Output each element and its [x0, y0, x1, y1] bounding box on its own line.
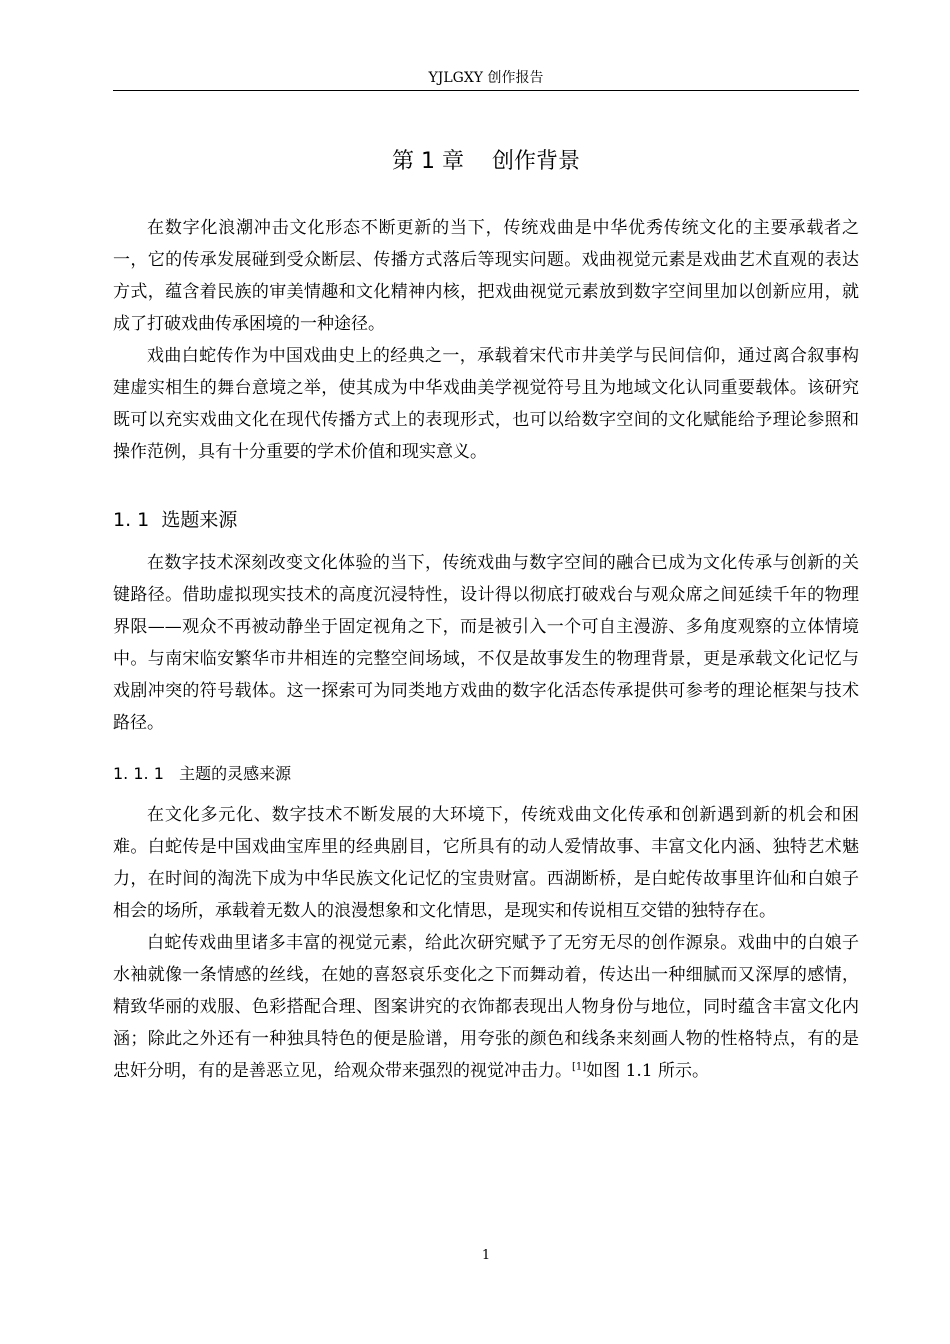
- paragraph: 在文化多元化、数字技术不断发展的大环境下，传统戏曲文化传承和创新遇到新的机会和困难。白蛇传是中国戏曲宝库里的经典剧目，它所具有的动人爱情故事、丰富文化内涵、独特艺术魅力，在时间的淘洗下成为中华民族文化记忆的宝贵财富。西湖断桥，是白蛇传故事里许仙和白娘子相会的场所，承载着无数人的浪漫想象和文化情思，是现实和传说相互交错的独特存在。: [113, 805, 859, 921]
- section-heading: 1. 1 选题来源: [113, 509, 238, 531]
- page-number: 1: [481, 1248, 491, 1263]
- section-body: [113, 547, 859, 739]
- paragraph: 在数字技术深刻改变文化体验的当下，传统戏曲与数字空间的融合已成为文化传承与创新的关键路径。借助虚拟现实技术的高度沉浸特性，设计得以彻底打破戏台与观众席之间延续千年的物理界限——观众不再被动静坐于固定视角之下，而是被引入一个可自主漫游、多角度观察的立体情境中。与南宋临安繁华市井相连的完整空间场域，不仅是故事发生的物理背景，更是承载文化记忆与戏剧冲突的符号载体。这一探索可为同类地方戏曲的数字化活态传承提供可参考的理论框架与技术路径。: [113, 553, 859, 733]
- paragraph: 在数字化浪潮冲击文化形态不断更新的当下，传统戏曲是中华优秀传统文化的主要承载者之一，它的传承发展碰到受众断层、传播方式落后等现实问题。戏曲视觉元素是戏曲艺术直观的表达方式，蕴含着民族的审美情趣和文化精神内核，把戏曲视觉元素放到数字空间里加以创新应用，就成了打破戏曲传承困境的一种途径。: [113, 218, 859, 334]
- subsection-heading: 1. 1. 1 主题的灵感来源: [113, 764, 292, 783]
- figure-reference: 如图 1.1 所示。: [586, 1061, 710, 1081]
- chapter-title: 第 1 章 创作背景: [392, 149, 580, 174]
- chapter-body: [113, 212, 859, 468]
- paragraph-text: 白蛇传戏曲里诸多丰富的视觉元素，给此次研究赋予了无穷无尽的创作源泉。戏曲中的白娘子水袖就像一条情感的丝线，在她的喜怒哀乐变化之下而舞动着，传达出一种细腻而又深厚的感情，精致华丽的戏服、色彩搭配合理、图案讲究的衣饰都表现出人物身份与地位，同时蕴含丰富文化内涵；除此之外还有一种独具特色的便是脸谱，用夸张的颜色和线条来刻画人物的性格特点，有的是忠奸分明，有的是善恶立见，给观众带来强烈的视觉冲击力。: [113, 933, 859, 1081]
- paragraph: [113, 927, 859, 1087]
- subsection-body: [113, 799, 859, 1087]
- paragraph: 戏曲白蛇传作为中国戏曲史上的经典之一，承载着宋代市井美学与民间信仰，通过离合叙事构建虚实相生的舞台意境之举，使其成为中华戏曲美学视觉符号且为地域文化认同重要载体。该研究既可以充实戏曲文化在现代传播方式上的表现形式，也可以给数字空间的文化赋能给予理论参照和操作范例，具有十分重要的学术价值和现实意义。: [113, 346, 859, 462]
- page-header: YJLGXY 创作报告: [113, 66, 859, 91]
- citation-link[interactable]: [1]: [572, 1061, 587, 1073]
